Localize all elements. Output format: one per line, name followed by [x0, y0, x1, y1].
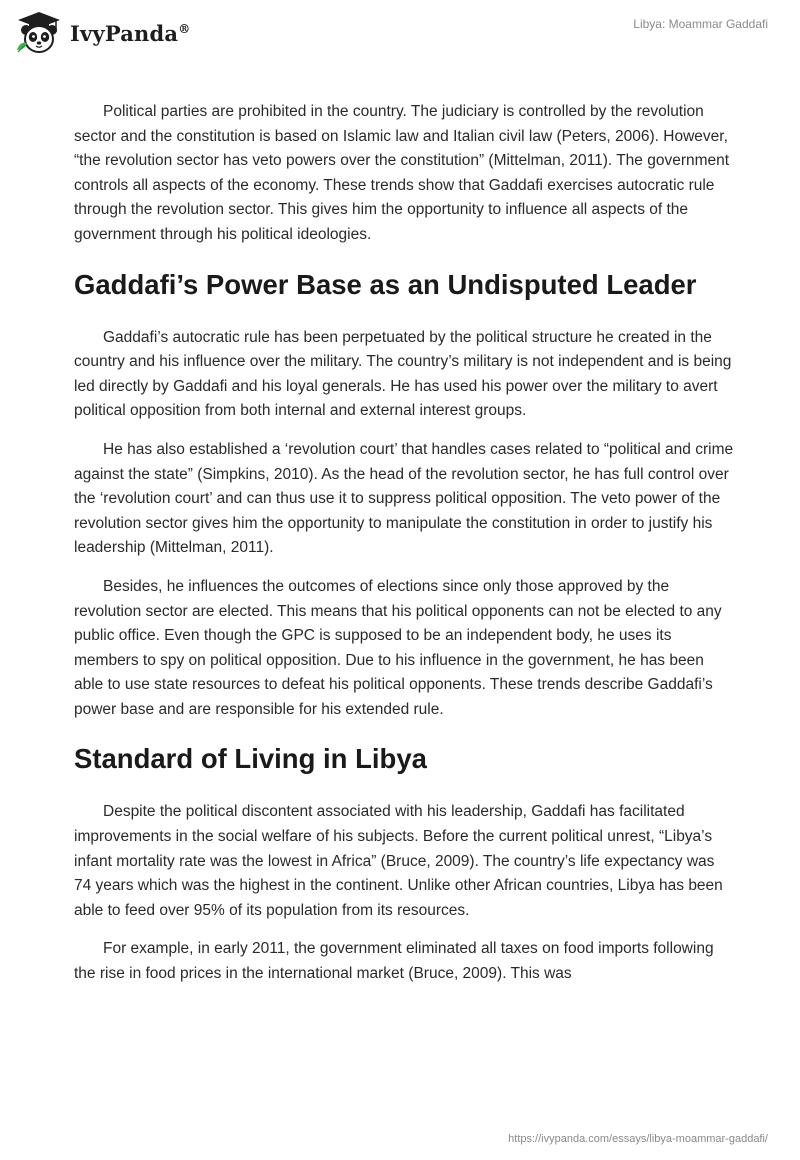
source-url[interactable]: https://ivypanda.com/essays/libya-moammar-gaddafi/	[508, 1133, 768, 1145]
section-heading: Gaddafi’s Power Base as an Undisputed Leader	[74, 268, 697, 300]
paragraph: For example, in early 2011, the government eliminated all taxes on food imports following the rise in food prices in the international market (Bruce, 2009). This was	[74, 940, 714, 983]
section-heading: Standard of Living in Libya	[74, 743, 427, 775]
paragraph: Political parties are prohibited in the country. The judiciary is controlled by the revolution sector and the constitution is based on Islamic law and Italian civil law (Peters, 2006). However, “the revolution sector has veto powers over the constitution” (Mittelman, 2011). The government controls all aspects of the economy. These trends show that Gaddafi exercises autocratic rule through the revolution sector. This gives him the opportunity to influence all aspects of the government through his political ideologies.	[74, 103, 730, 243]
paragraph: Gaddafi’s autocratic rule has been perpetuated by the political structure he created in the country and his influence over the military. The country’s military is not independent and is being led directly by Gaddafi and his loyal generals. He has used his power over the military to avert political opposition from both internal and external interest groups.	[74, 328, 732, 420]
essay-content	[74, 100, 734, 1001]
document-title: Libya: Moammar Gaddafi	[633, 17, 768, 31]
paragraph: Besides, he influences the outcomes of elections since only those approved by the revolution sector are elected. This means that his political opponents can not be elected to any public office. Even though the GPC is supposed to be an independent body, he uses its members to spy on political opposition. Due to his influence in the government, he has been able to use state resources to defeat his political opponents. These trends describe Gaddafi’s power base and are responsible for his extended rule.	[74, 577, 722, 718]
ivypanda-logo[interactable]	[14, 10, 190, 56]
logo-wordmark: IvyPanda®	[70, 20, 191, 46]
page-header	[0, 0, 800, 70]
panda-graduate-icon	[14, 10, 64, 56]
paragraph: Despite the political discontent associated with his leadership, Gaddafi has facilitated improvements in the social welfare of his subjects. Before the current political unrest, “Libya’s infant mortality rate was the lowest in Africa” (Bruce, 2009). The country’s life expectancy was 74 years which was the highest in the continent. Unlike other African countries, Libya has been able to feed over 95% of its population from its resources.	[74, 803, 723, 919]
paragraph: He has also established a ‘revolution court’ that handles cases related to “political and crime against the state” (Simpkins, 2010). As the head of the revolution sector, he has full control over the ‘revolution court’ and can thus use it to suppress political opposition. The veto power of the revolution sector gives him the opportunity to manipulate the constitution in order to justify his leadership (Mittelman, 2011).	[74, 440, 734, 557]
